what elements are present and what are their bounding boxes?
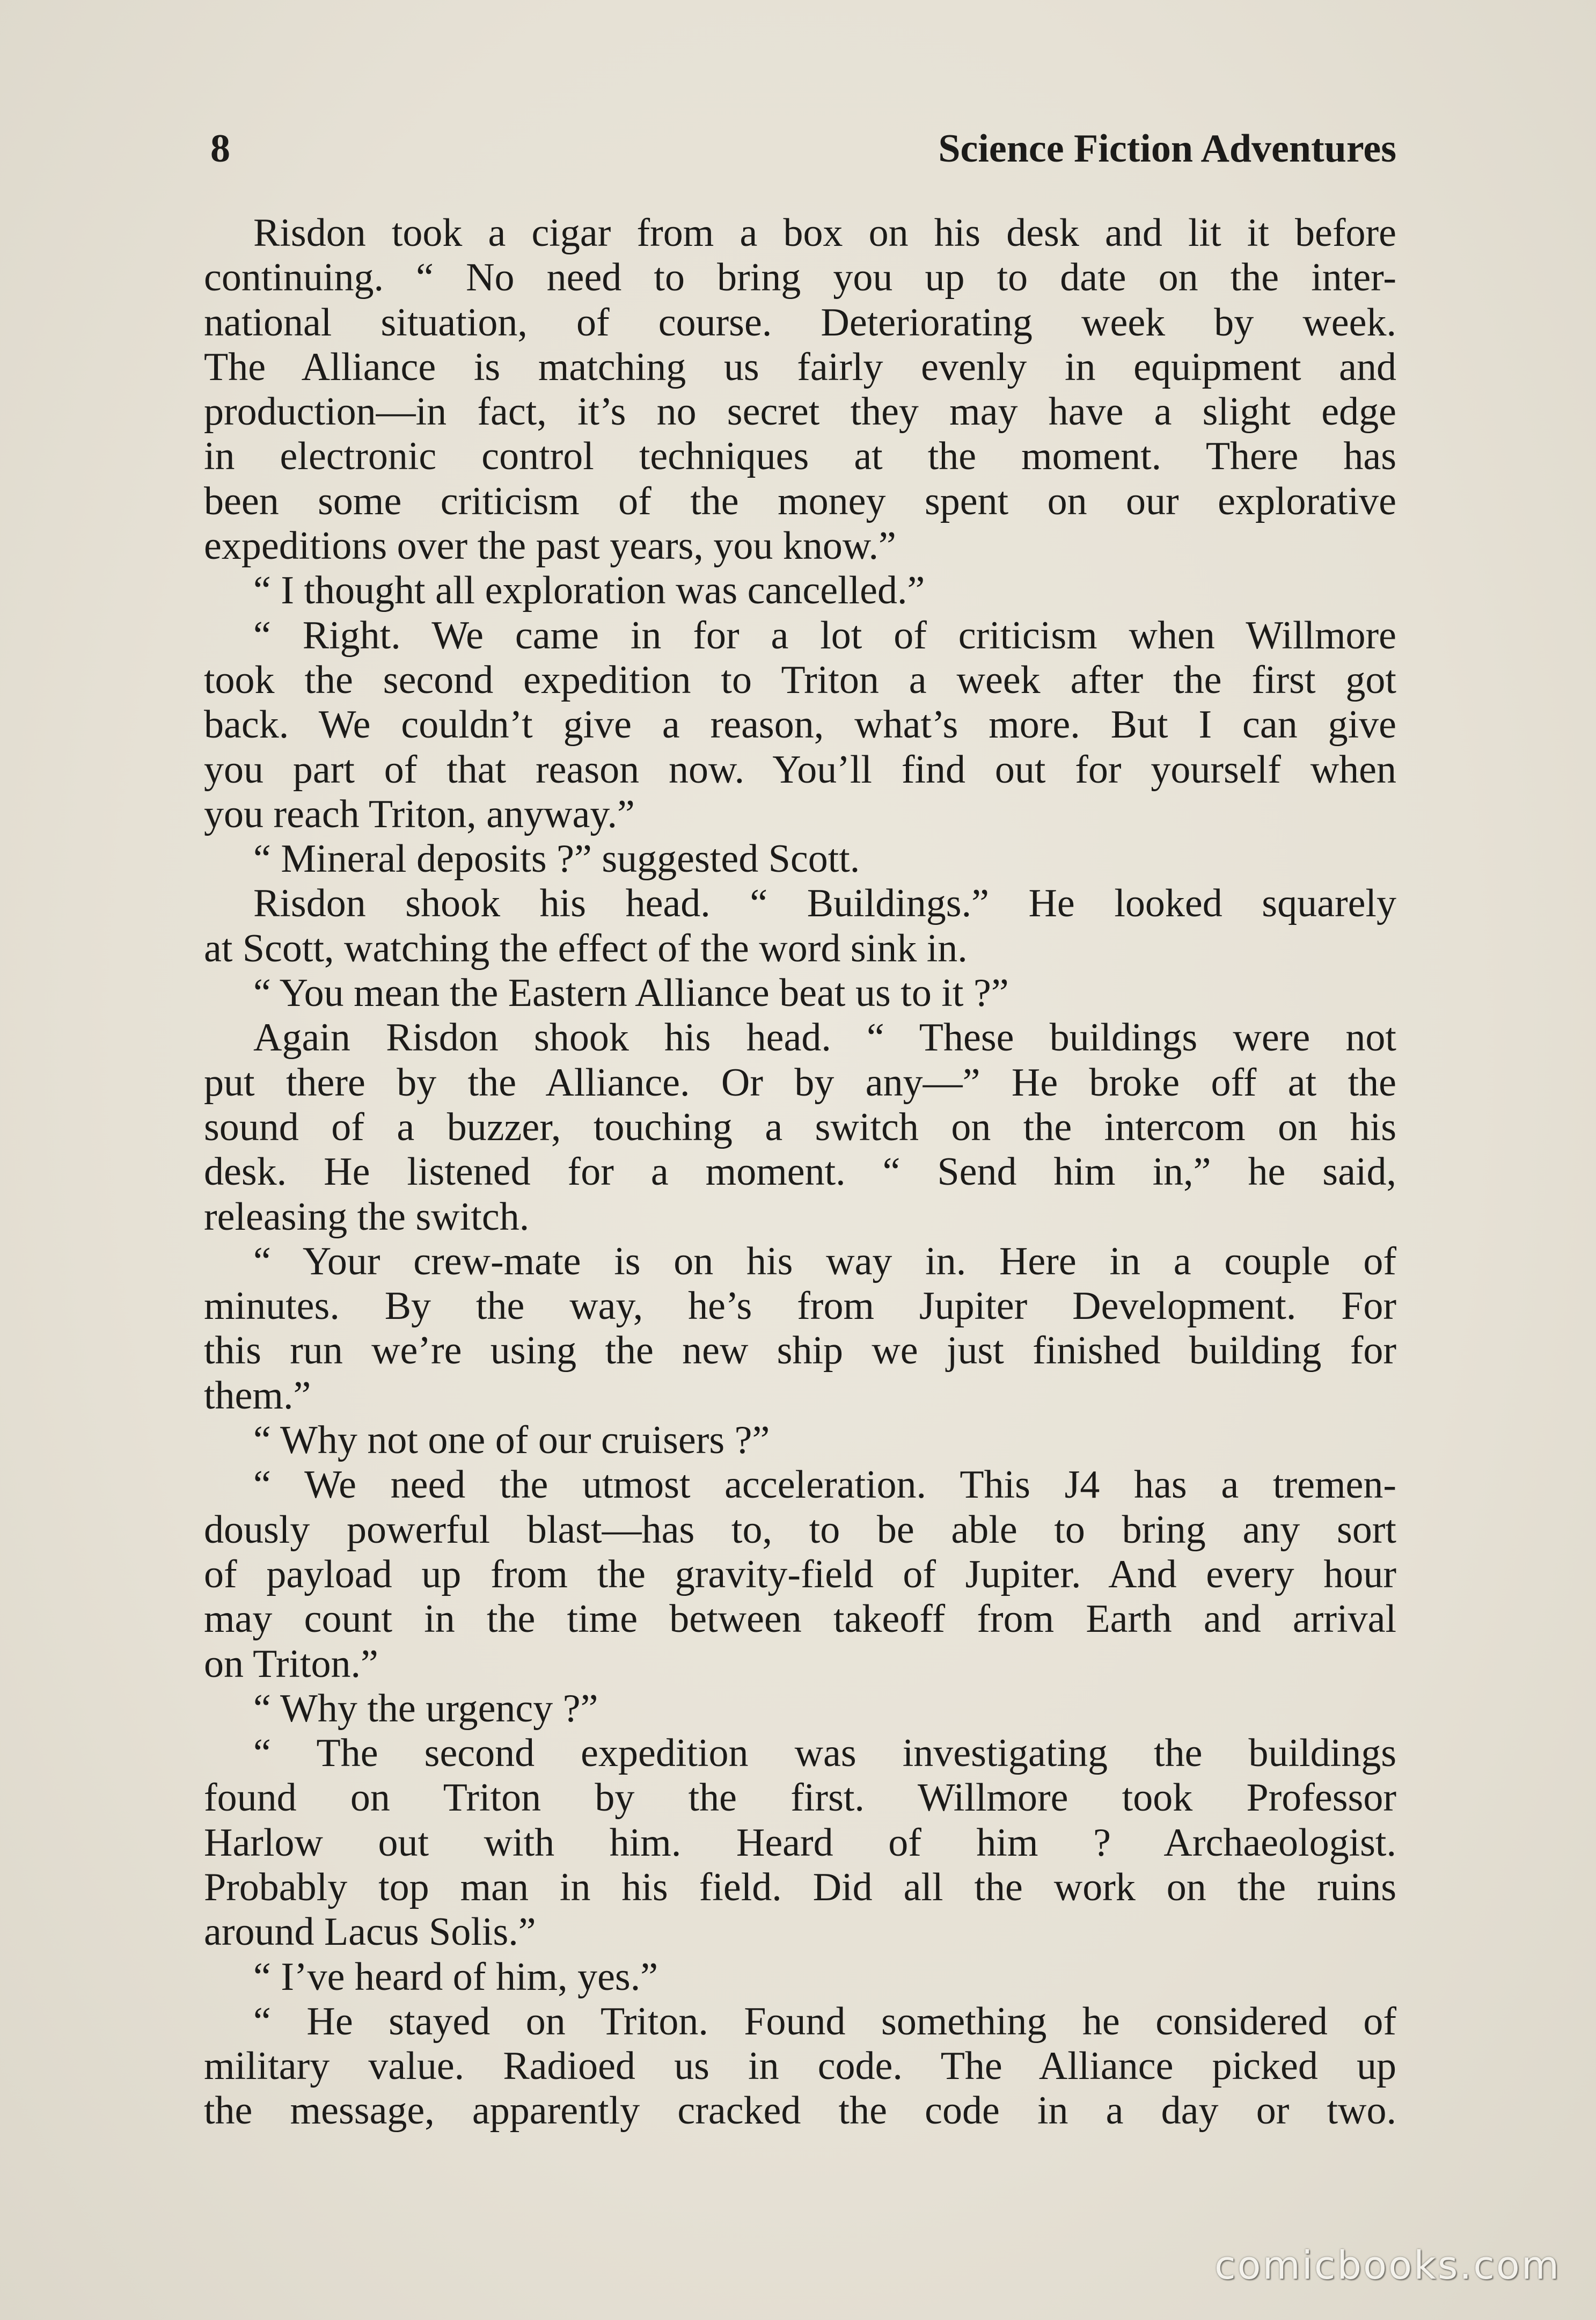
text-line: production—in fact, it’s no secret they may have a slight edge xyxy=(204,390,1396,434)
text-line: desk. He listened for a moment. “ Send him in,” he said, xyxy=(204,1150,1396,1194)
text-line: back. We couldn’t give a reason, what’s more. But I can give xyxy=(204,703,1396,747)
text-line: military value. Radioed us in code. The Alliance picked up xyxy=(204,2044,1396,2089)
text-line: national situation, of course. Deteriorating week by week. xyxy=(204,300,1396,345)
text-line: dously powerful blast—has to, to be able to bring any sort xyxy=(204,1507,1396,1552)
text-line: Again Risdon shook his head. “ These buildings were not xyxy=(253,1016,1396,1060)
body-text xyxy=(204,211,1396,2134)
text-line: may count in the time between takeoff from Earth and arrival xyxy=(204,1597,1396,1641)
text-line: Risdon took a cigar from a box on his desk and lit it before xyxy=(253,211,1396,255)
text-line: “ The second expedition was investigating the buildings xyxy=(253,1731,1396,1776)
text-line: around Lacus Solis.” xyxy=(204,1910,536,1954)
text-line: “ He stayed on Triton. Found something he considered of xyxy=(253,1999,1396,2044)
text-line: you reach Triton, anyway.” xyxy=(204,792,635,836)
text-line: Probably top man in his field. Did all the work on the ruins xyxy=(204,1865,1396,1909)
text-line: you part of that reason now. You’ll find out for yourself when xyxy=(204,747,1396,792)
text-line: “ Why the urgency ?” xyxy=(253,1686,598,1731)
watermark: comicbooks.com xyxy=(1214,2243,1561,2288)
text-line: “ I thought all exploration was cancelled.” xyxy=(253,568,925,613)
text-line: “ I’ve heard of him, yes.” xyxy=(253,1954,658,1999)
text-line: minutes. By the way, he’s from Jupiter Development. For xyxy=(204,1284,1396,1329)
text-line: in electronic control techniques at the moment. There has xyxy=(204,434,1396,479)
text-line: of payload up from the gravity-field of Jupiter. And every hour xyxy=(204,1552,1396,1596)
page-header xyxy=(210,119,1396,178)
text-line: the message, apparently cracked the code in a day or two. xyxy=(204,2089,1396,2133)
text-line: on Triton.” xyxy=(204,1641,378,1686)
text-line: this run we’re using the new ship we just finished building for xyxy=(204,1329,1396,1373)
text-line: “ We need the utmost acceleration. This J4 has a tremen- xyxy=(253,1463,1396,1507)
text-line: “ Mineral deposits ?” suggested Scott. xyxy=(253,837,860,881)
text-line: them.” xyxy=(204,1373,311,1418)
text-line: “ You mean the Eastern Alliance beat us to it ?” xyxy=(253,971,1009,1016)
page-number: 8 xyxy=(210,127,230,171)
text-line: “ Why not one of our cruisers ?” xyxy=(253,1418,770,1463)
text-line: found on Triton by the first. Willmore took Professor xyxy=(204,1776,1396,1820)
text-line: Risdon shook his head. “ Buildings.” He looked squarely xyxy=(253,881,1396,926)
text-line: releasing the switch. xyxy=(204,1194,530,1239)
text-line: continuing. “ No need to bring you up to date on the inter- xyxy=(204,256,1396,300)
text-line: “ Right. We came in for a lot of criticism when Willmore xyxy=(253,613,1396,658)
text-line: expeditions over the past years, you know.” xyxy=(204,524,896,568)
text-line: been some criticism of the money spent on our explorative xyxy=(204,479,1396,523)
text-line: Harlow out with him. Heard of him ? Archaeologist. xyxy=(204,1820,1396,1865)
text-line: “ Your crew-mate is on his way in. Here in a couple of xyxy=(253,1239,1396,1283)
text-line: put there by the Alliance. Or by any—” He broke off at the xyxy=(204,1060,1396,1105)
text-line: took the second expedition to Triton a week after the first got xyxy=(204,658,1396,702)
running-title: Science Fiction Adventures xyxy=(938,127,1396,171)
text-line: at Scott, watching the effect of the word sink in. xyxy=(204,926,968,971)
text-line: sound of a buzzer, touching a switch on the intercom on his xyxy=(204,1105,1396,1149)
text-line: The Alliance is matching us fairly evenly in equipment and xyxy=(204,345,1396,389)
